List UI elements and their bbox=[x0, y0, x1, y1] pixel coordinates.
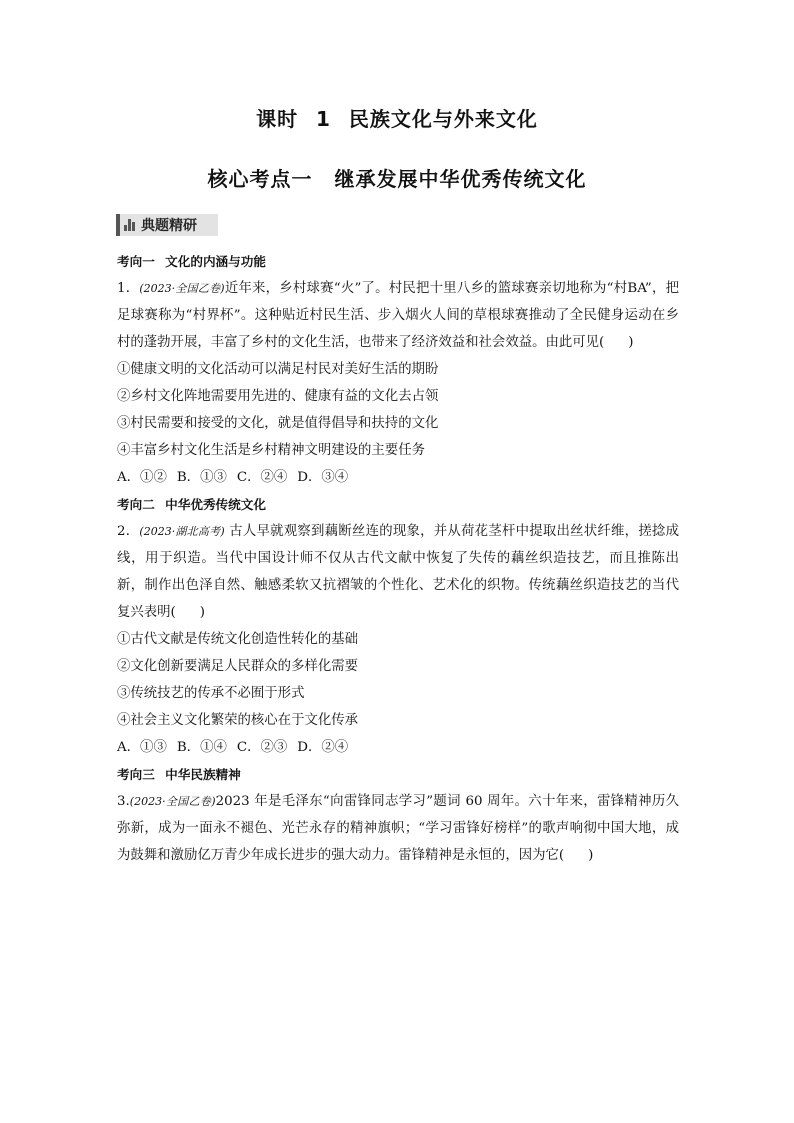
option-item: ④社会主义文化繁荣的核心在于文化传承 bbox=[117, 713, 359, 728]
question-text: 古人早就观察到藕断丝连的现象，并从荷花茎杆中提取出丝状纤维，搓捻成线，用于织造。当代中国设计师不仅从古代文献中恢复了失传的藕丝织造技艺，而且推陈出新，制作出色泽自然、触感柔软又抗褶皱的个性化、艺术化的织物。传统藕丝织造技艺的当代复兴表明( bbox=[117, 524, 679, 620]
question-text: 2023 年是毛泽东“向雷锋同志学习”题词 60 周年。六十年来，雷锋精神历久弥新，成为一面永不褪色、光芒永存的精神旗帜；“学习雷锋好榜样”的歌声响彻中国大地，成为鼓舞和激励亿万青少年成长进步的强大动力。雷锋精神是永恒的，因为它( bbox=[117, 794, 679, 863]
answer-choice: A．①③ bbox=[117, 740, 167, 755]
topic-heading: 考向二 中华优秀传统文化 bbox=[117, 497, 266, 512]
answer-choices bbox=[117, 464, 679, 491]
question-text-end: ) bbox=[588, 848, 594, 863]
bar-chart-icon bbox=[124, 219, 136, 231]
answer-choice: C．②④ bbox=[236, 470, 288, 485]
core-topic-title: 核心考点一 继承发展中华优秀传统文化 bbox=[207, 167, 587, 191]
question-stem bbox=[117, 518, 679, 626]
question-text-end: ) bbox=[628, 335, 634, 350]
option-item: ③村民需要和接受的文化，就是值得倡导和扶持的文化 bbox=[117, 416, 439, 431]
option-item: ②乡村文化阵地需要用先进的、健康有益的文化去占领 bbox=[117, 389, 439, 404]
answer-choice: B．①③ bbox=[176, 470, 227, 485]
question-number: 1． bbox=[117, 281, 140, 296]
option-item: ④丰富乡村文化生活是乡村精神文明建设的主要任务 bbox=[117, 443, 425, 458]
question-text-end: ) bbox=[199, 605, 206, 620]
option-item: ①健康文明的文化活动可以满足村民对美好生活的期盼 bbox=[117, 362, 439, 377]
section-label: 典题精研 bbox=[141, 218, 197, 234]
question-source: (2023·全国乙卷) bbox=[129, 795, 216, 808]
topic-heading: 考向三 中华民族精神 bbox=[117, 767, 241, 782]
question-text: 近年来，乡村球赛“火”了。村民把十里八乡的篮球赛亲切地称为“村BA”，把足球赛称为“村界杯”。这种贴近村民生活、步入烟火人间的草根球赛推动了全民健身运动在乡村的蓬勃开展，丰富了乡村的文化生活，也带来了经济效益和社会效益。由此可见( bbox=[117, 281, 679, 350]
option-item: ②文化创新要满足人民群众的多样化需要 bbox=[117, 659, 359, 674]
option-item: ③传统技艺的传承不必囿于形式 bbox=[117, 686, 305, 701]
question-stem bbox=[117, 275, 679, 356]
question-number: 3. bbox=[117, 794, 130, 809]
option-item: ①古代文献是传统文化创造性转化的基础 bbox=[117, 632, 359, 647]
question-number: 2． bbox=[117, 524, 140, 539]
question-source: (2023·全国乙卷) bbox=[139, 282, 225, 295]
answer-choice: D．②④ bbox=[297, 740, 349, 755]
question-stem bbox=[117, 788, 679, 869]
lesson-title: 课时 1 民族文化与外来文化 bbox=[256, 107, 538, 131]
answer-choice: C．②③ bbox=[236, 740, 288, 755]
answer-choice: D．③④ bbox=[297, 470, 349, 485]
section-header bbox=[116, 214, 218, 236]
question-source: (2023·湖北高考) bbox=[139, 525, 225, 538]
topic-heading: 考向一 文化的内涵与功能 bbox=[117, 254, 266, 269]
content-body bbox=[117, 248, 679, 869]
answer-choice: A．①② bbox=[117, 470, 167, 485]
answer-choice: B．①④ bbox=[176, 740, 227, 755]
answer-choices bbox=[117, 734, 679, 761]
